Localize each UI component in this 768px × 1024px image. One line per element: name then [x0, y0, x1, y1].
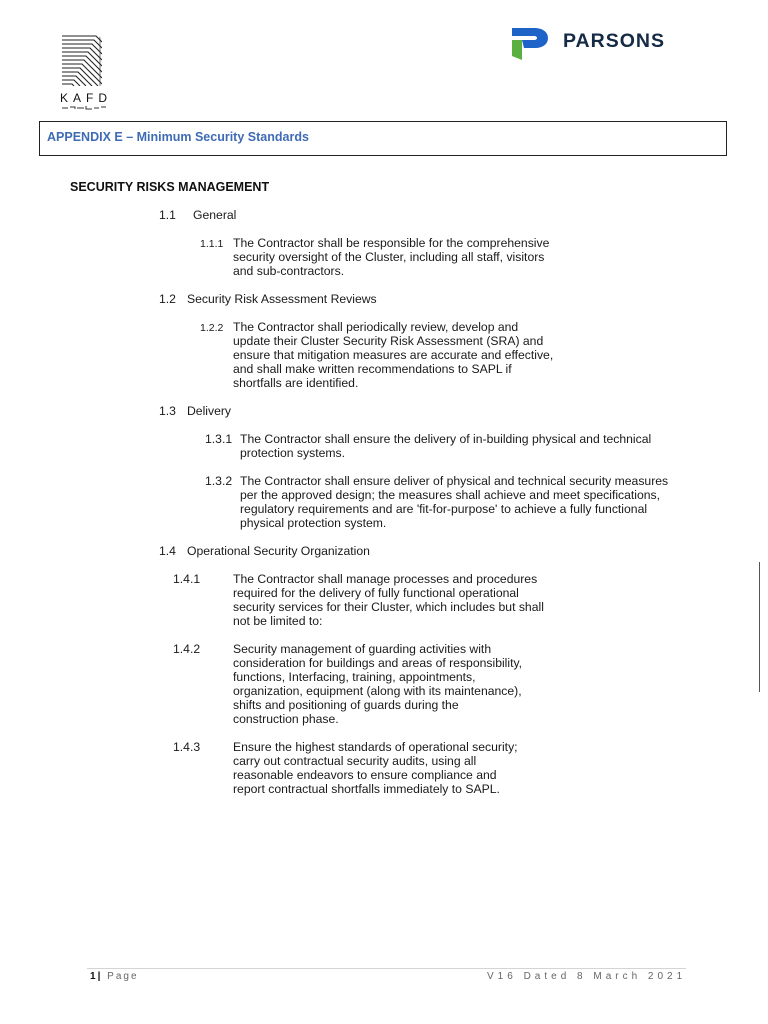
text-line: The Contractor shall ensure the delivery of in-building physical and technical	[240, 432, 652, 446]
clause-number: 1.3.2	[205, 474, 233, 488]
kafd-wordmark: KAFD	[60, 91, 113, 105]
section-number: 1.3	[159, 404, 176, 418]
footer-divider	[87, 968, 686, 969]
section-title: Delivery	[187, 404, 232, 418]
clause-text	[240, 474, 668, 530]
appendix-dash: –	[126, 130, 134, 144]
section-title: Security Risk Assessment Reviews	[187, 292, 377, 306]
section-number: 1.1	[159, 208, 176, 222]
text-line: update their Cluster Security Risk Assessment (SRA) and	[233, 334, 544, 348]
text-line: and sub-contractors.	[233, 264, 345, 278]
appendix-name: Minimum Security Standards	[136, 130, 309, 144]
text-line: security oversight of the Cluster, including all staff, visitors	[233, 250, 545, 264]
text-line: required for the delivery of fully functional operational	[233, 586, 519, 600]
kafd-arabic-script-icon	[61, 104, 107, 110]
page-number: 1	[90, 971, 98, 982]
text-line: physical protection system.	[240, 516, 387, 530]
page-separator: |	[97, 971, 103, 982]
clause-text	[233, 236, 549, 278]
appendix-label: APPENDIX E	[47, 130, 123, 144]
text-line: regulatory requirements and are 'fit-for-purpose' to achieve a fully functional	[240, 502, 648, 516]
text-line: The Contractor shall periodically review, develop and	[233, 320, 519, 334]
text-line: Security management of guarding activities with	[233, 642, 492, 656]
clause-number: 1.3.1	[205, 432, 233, 446]
text-line: per the approved design; the measures shall achieve and meet specifications,	[240, 488, 661, 502]
section-title: Operational Security Organization	[187, 544, 370, 558]
text-line: consideration for buildings and areas of responsibility,	[233, 656, 523, 670]
section-heading: SECURITY RISKS MANAGEMENT	[70, 180, 270, 194]
text-line: reasonable endeavors to ensure compliance and	[233, 768, 497, 782]
clause-number: 1.2.2	[200, 322, 224, 334]
text-line: Ensure the highest standards of operational security;	[233, 740, 518, 754]
text-line: functions, Interfacing, training, appointments,	[233, 670, 476, 684]
appendix-title	[47, 130, 309, 144]
clause-text	[233, 740, 518, 796]
section-title: General	[193, 208, 237, 222]
text-line: report contractual shortfalls immediately to SAPL.	[233, 782, 500, 796]
clause-text	[240, 432, 651, 460]
margin-line	[759, 562, 760, 692]
text-line: shifts and positioning of guards during the	[233, 698, 459, 712]
page-label: Page	[107, 971, 139, 982]
text-line: organization, equipment (along with its maintenance),	[233, 684, 522, 698]
section-number: 1.2	[159, 292, 176, 306]
clause-text	[233, 642, 522, 726]
text-line: ensure that mitigation measures are accurate and effective,	[233, 348, 554, 362]
footer-version: V16 Dated 8 March 2021	[487, 971, 687, 982]
clause-text	[233, 320, 553, 390]
text-line: The Contractor shall be responsible for the comprehensive	[233, 236, 550, 250]
parsons-logo-icon	[508, 26, 550, 62]
text-line: carry out contractual security audits, using all	[233, 754, 477, 768]
text-line: and shall make written recommendations to SAPL if	[233, 362, 512, 376]
clause-number: 1.1.1	[200, 238, 224, 250]
clause-number: 1.4.1	[173, 572, 201, 586]
text-line: construction phase.	[233, 712, 339, 726]
parsons-wordmark: PARSONS	[563, 30, 665, 52]
text-line: security services for their Cluster, which includes but shall	[233, 600, 544, 614]
footer-page-number	[90, 971, 139, 982]
text-line: shortfalls are identified.	[233, 376, 359, 390]
text-line: The Contractor shall ensure deliver of physical and technical security measures	[240, 474, 669, 488]
text-line: The Contractor shall manage processes and procedures	[233, 572, 538, 586]
text-line: protection systems.	[240, 446, 345, 460]
text-line: not be limited to:	[233, 614, 323, 628]
clause-text	[233, 572, 544, 628]
section-number: 1.4	[159, 544, 176, 558]
clause-number: 1.4.2	[173, 642, 201, 656]
clause-number: 1.4.3	[173, 740, 201, 754]
